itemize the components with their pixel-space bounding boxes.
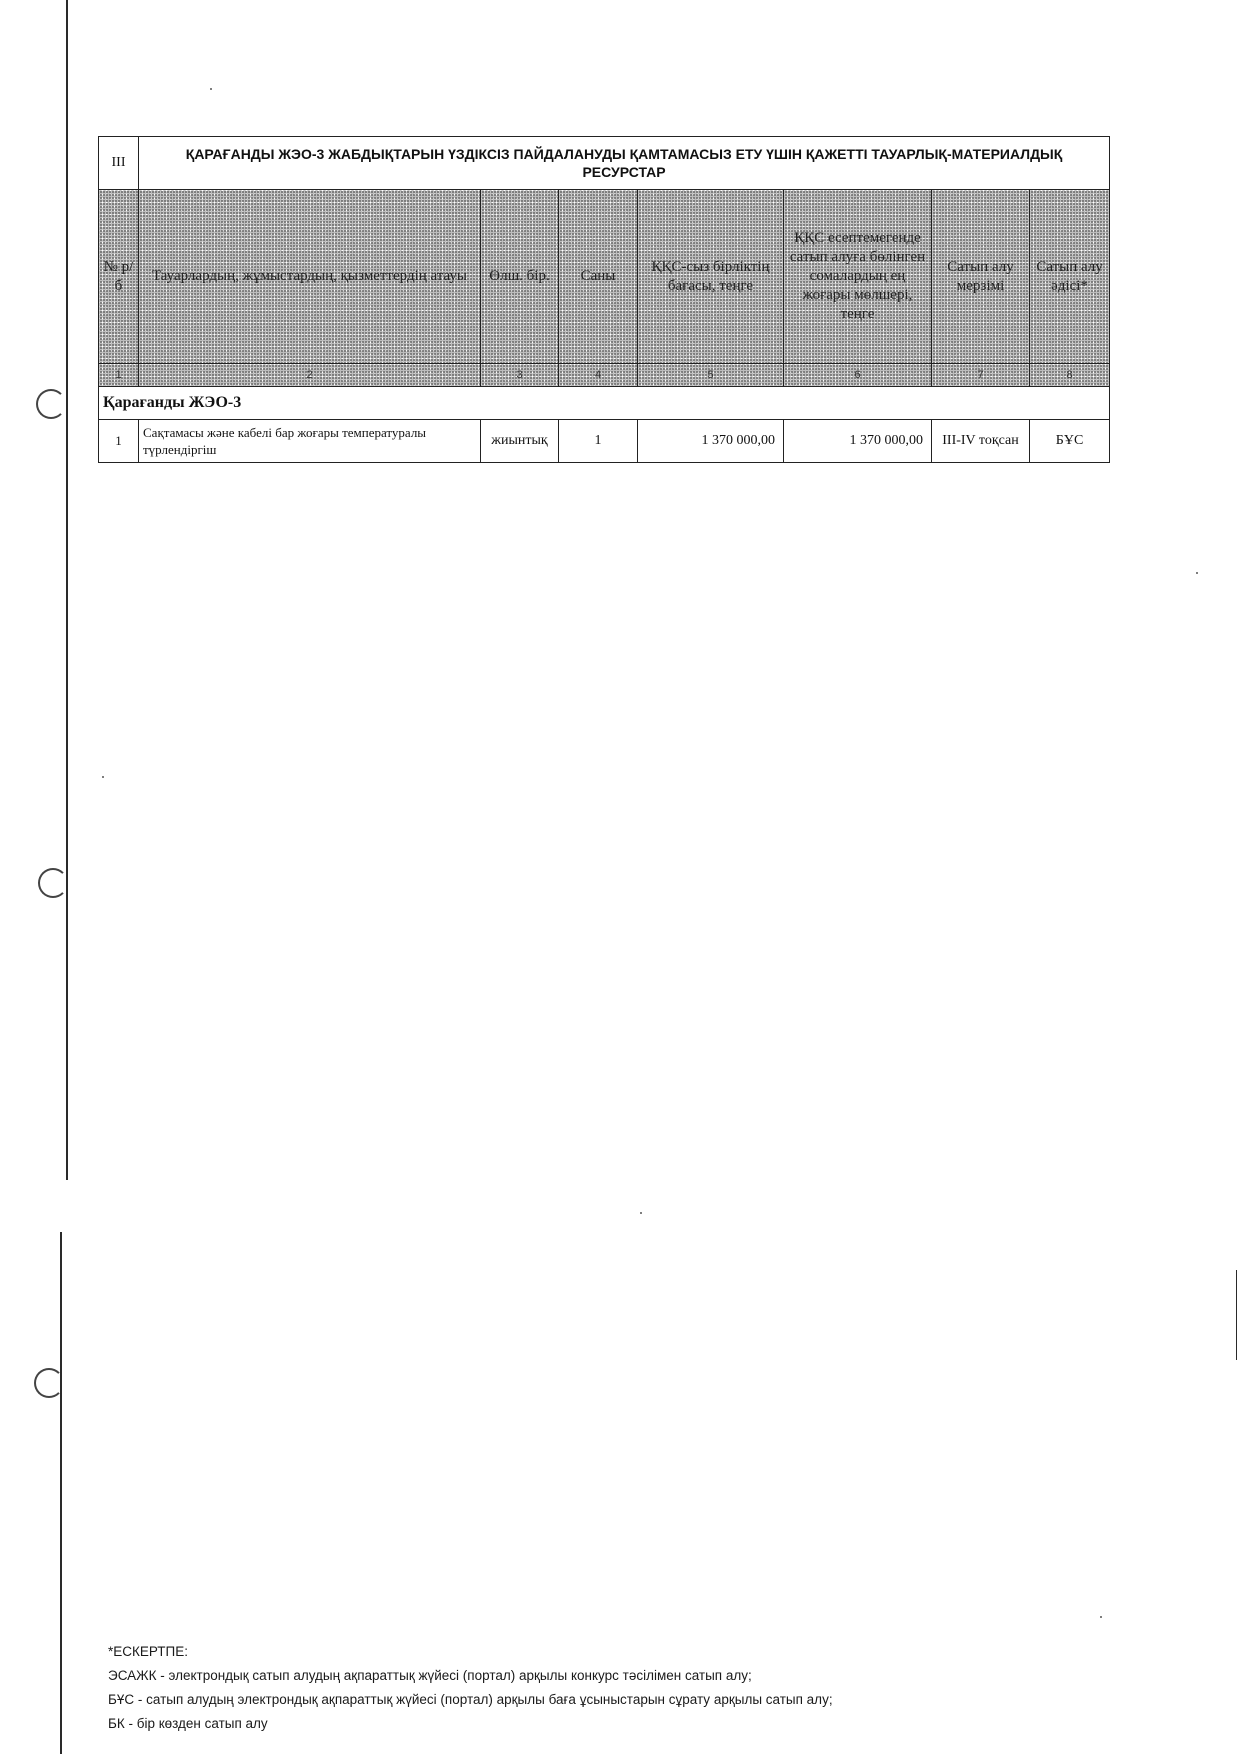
column-number: 5 xyxy=(638,364,784,387)
table-title-row xyxy=(99,137,1110,190)
cell-quantity: 1 xyxy=(559,420,638,463)
scan-edge-line-right xyxy=(1236,1270,1237,1360)
column-number: 6 xyxy=(784,364,932,387)
header-item-name: Тауарлардың, жұмыстардың, қызметтердің атауы xyxy=(139,190,481,364)
header-quantity: Саны xyxy=(559,190,638,364)
scan-speck xyxy=(1100,1616,1102,1618)
header-unit: Өлш. бір. xyxy=(481,190,559,364)
scan-edge-line-top xyxy=(66,0,68,1180)
punch-hole-mark xyxy=(36,389,66,419)
header-procurement-method: Сатып алу әдісі* xyxy=(1030,190,1110,364)
section-number: III xyxy=(99,137,139,190)
column-number: 2 xyxy=(139,364,481,387)
cell-unit: жиынтық xyxy=(481,420,559,463)
scan-speck xyxy=(1196,572,1198,574)
header-row-number: № р/б xyxy=(99,190,139,364)
column-number: 4 xyxy=(559,364,638,387)
footnote-line: БК - бір көзден сатып алу xyxy=(108,1716,268,1731)
scan-edge-line-bottom xyxy=(60,1232,62,1754)
header-max-amount: ҚҚС есептемегенде сатып алуға бөлінген сомалардың ең жоғары мөлшері, теңге xyxy=(784,190,932,364)
punch-hole-mark xyxy=(34,1368,64,1398)
group-label: Қарағанды ЖЭО-3 xyxy=(99,387,1110,420)
scan-speck xyxy=(102,776,104,778)
cell-item-name: Сақтамасы және кабелі бар жоғары температуралы түрлендіргіш xyxy=(139,420,481,463)
column-number: 1 xyxy=(99,364,139,387)
scan-speck xyxy=(640,1212,642,1214)
cell-unit-price: 1 370 000,00 xyxy=(638,420,784,463)
footnote-heading: *ЕСКЕРТПЕ: xyxy=(108,1644,188,1659)
cell-max-amount: 1 370 000,00 xyxy=(784,420,932,463)
column-number: 7 xyxy=(932,364,1030,387)
header-unit-price: ҚҚС-сыз бірліктің бағасы, теңге xyxy=(638,190,784,364)
column-header-row xyxy=(99,190,1110,364)
cell-procurement-period: III-IV тоқсан xyxy=(932,420,1030,463)
table-row xyxy=(99,420,1110,463)
punch-hole-mark xyxy=(38,868,68,898)
column-number: 3 xyxy=(481,364,559,387)
column-number: 8 xyxy=(1030,364,1110,387)
footnote-line: ЭСАЖК - электрондық сатып алудың ақпараттық жүйесі (портал) арқылы конкурс тәсілімен сатып алу; xyxy=(108,1668,752,1683)
table-title: ҚАРАҒАНДЫ ЖЭО-3 ЖАБДЫҚТАРЫН ҮЗДІКСІЗ ПАЙДАЛАНУДЫ ҚАМТАМАСЫЗ ЕТУ ҮШІН ҚАЖЕТТІ ТАУАРЛЫҚ-МАТЕРИАЛДЫҚ РЕСУРСТАР xyxy=(139,137,1110,190)
column-number-row xyxy=(99,364,1110,387)
footnote-line: БҰС - сатып алудың электрондық ақпараттық жүйесі (портал) арқылы баға ұсыныстарын сұрату арқылы сатып алу; xyxy=(108,1692,833,1707)
group-row xyxy=(99,387,1110,420)
scan-speck xyxy=(210,88,212,90)
footnotes xyxy=(108,1640,833,1736)
cell-procurement-method: БҰС xyxy=(1030,420,1110,463)
header-procurement-period: Сатып алу мерзімі xyxy=(932,190,1030,364)
resources-table xyxy=(98,136,1110,463)
cell-row-number: 1 xyxy=(99,420,139,463)
